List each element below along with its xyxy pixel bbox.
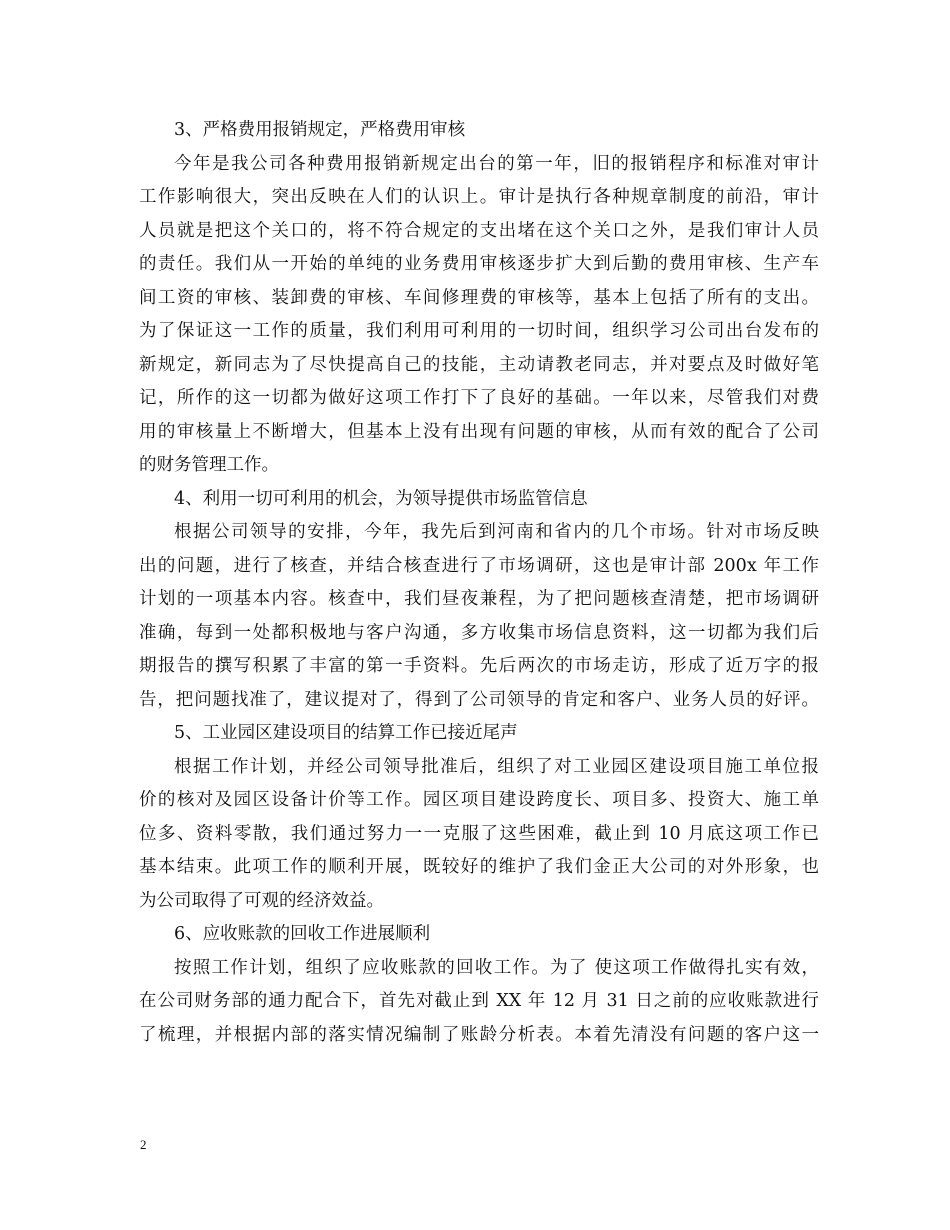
paragraph-line: 间工资的审核、装卸费的审核、车间修理费的审核等，基本上包括了所有的支出。 — [139, 287, 819, 308]
page-number: 2 — [140, 1137, 147, 1152]
paragraph-line: 期报告的撰写积累了丰富的第一手资料。先后两次的市场走访，形成了近万字的报 — [139, 656, 819, 676]
heading-3: 3、严格费用报销规定，严格费用审核 — [174, 120, 466, 140]
paragraph-line: 为了保证这一工作的质量，我们利用可利用的一切时间，组织学习公司出台发布的 — [139, 321, 819, 341]
paragraph-line: 计划的一项基本内容。核查中，我们昼夜兼程，为了把问题核查清楚，把市场调研 — [139, 589, 819, 609]
paragraph-line: 今年是我公司各种费用报销新规定出台的第一年，旧的报销程序和标准对审计 — [174, 153, 819, 174]
paragraph-line: 基本结束。此项工作的顺利开展，既较好的维护了我们金正大公司的对外形象，也 — [139, 857, 819, 877]
paragraph-line: 新规定，新同志为了尽快提高自己的技能，主动请教老同志，并对要点及时做好笔 — [139, 354, 819, 375]
paragraph-line: 价的核对及园区设备计价等工作。园区项目建设跨度长、项目多、投资大、施工单 — [139, 790, 819, 810]
heading-6: 6、应收账款的回收工作进展顺利 — [174, 924, 431, 944]
document-body — [139, 114, 819, 1052]
paragraph-line: 记，所作的这一切都为做好这项工作打下了良好的基础。一年以来，尽管我们对费 — [139, 388, 819, 408]
paragraph-line: 告，把问题找准了，建议提对了，得到了公司领导的肯定和客户、业务人员的好评。 — [139, 689, 819, 710]
paragraph-line: 了梳理，并根据内部的落实情况编制了账龄分析表。本着先清没有问题的客户这一 — [139, 1024, 819, 1045]
heading-4: 4、利用一切可利用的机会，为领导提供市场监管信息 — [174, 488, 588, 509]
paragraph-line: 根据工作计划，并经公司领导批准后，组织了对工业园区建设项目施工单位报 — [174, 756, 819, 777]
paragraph-line: 在公司财务部的通力配合下，首先对截止到 XX 年 12 月 31 日之前的应收账款进行 — [139, 991, 819, 1011]
paragraph-line: 为公司取得了可观的经济效益。 — [139, 890, 384, 911]
paragraph-line: 准确，每到一处都积极地与客户沟通，多方收集市场信息资料，这一切都为我们后 — [139, 622, 819, 643]
paragraph-line: 按照工作计划，组织了应收账款的回收工作。为了 使这项工作做得扎实有效， — [174, 957, 819, 978]
paragraph-line: 出的问题，进行了核查，并结合核查进行了市场调研，这也是审计部 200x 年工作 — [139, 555, 819, 576]
paragraph-line: 位多、资料零散，我们通过努力一一克服了这些困难，截止到 10 月底这项工作已 — [139, 823, 819, 844]
paragraph-line: 用的审核量上不断增大，但基本上没有出现有问题的审核，从而有效的配合了公司 — [139, 421, 819, 442]
heading-5: 5、工业园区建设项目的结算工作已接近尾声 — [174, 723, 518, 743]
paragraph-line: 根据公司领导的安排，今年，我先后到河南和省内的几个市场。针对市场反映 — [174, 522, 819, 542]
paragraph-line: 的责任。我们从一开始的单纯的业务费用审核逐步扩大到后勤的费用审核、生产车 — [139, 254, 819, 274]
paragraph-line: 工作影响很大，突出反映在人们的认识上。审计是执行各种规章制度的前沿，审计 — [139, 187, 819, 207]
paragraph-line: 的财务管理工作。 — [139, 455, 279, 475]
paragraph-line: 人员就是把这个关口的，将不符合规定的支出堵在这个关口之外，是我们审计人员 — [139, 220, 819, 241]
